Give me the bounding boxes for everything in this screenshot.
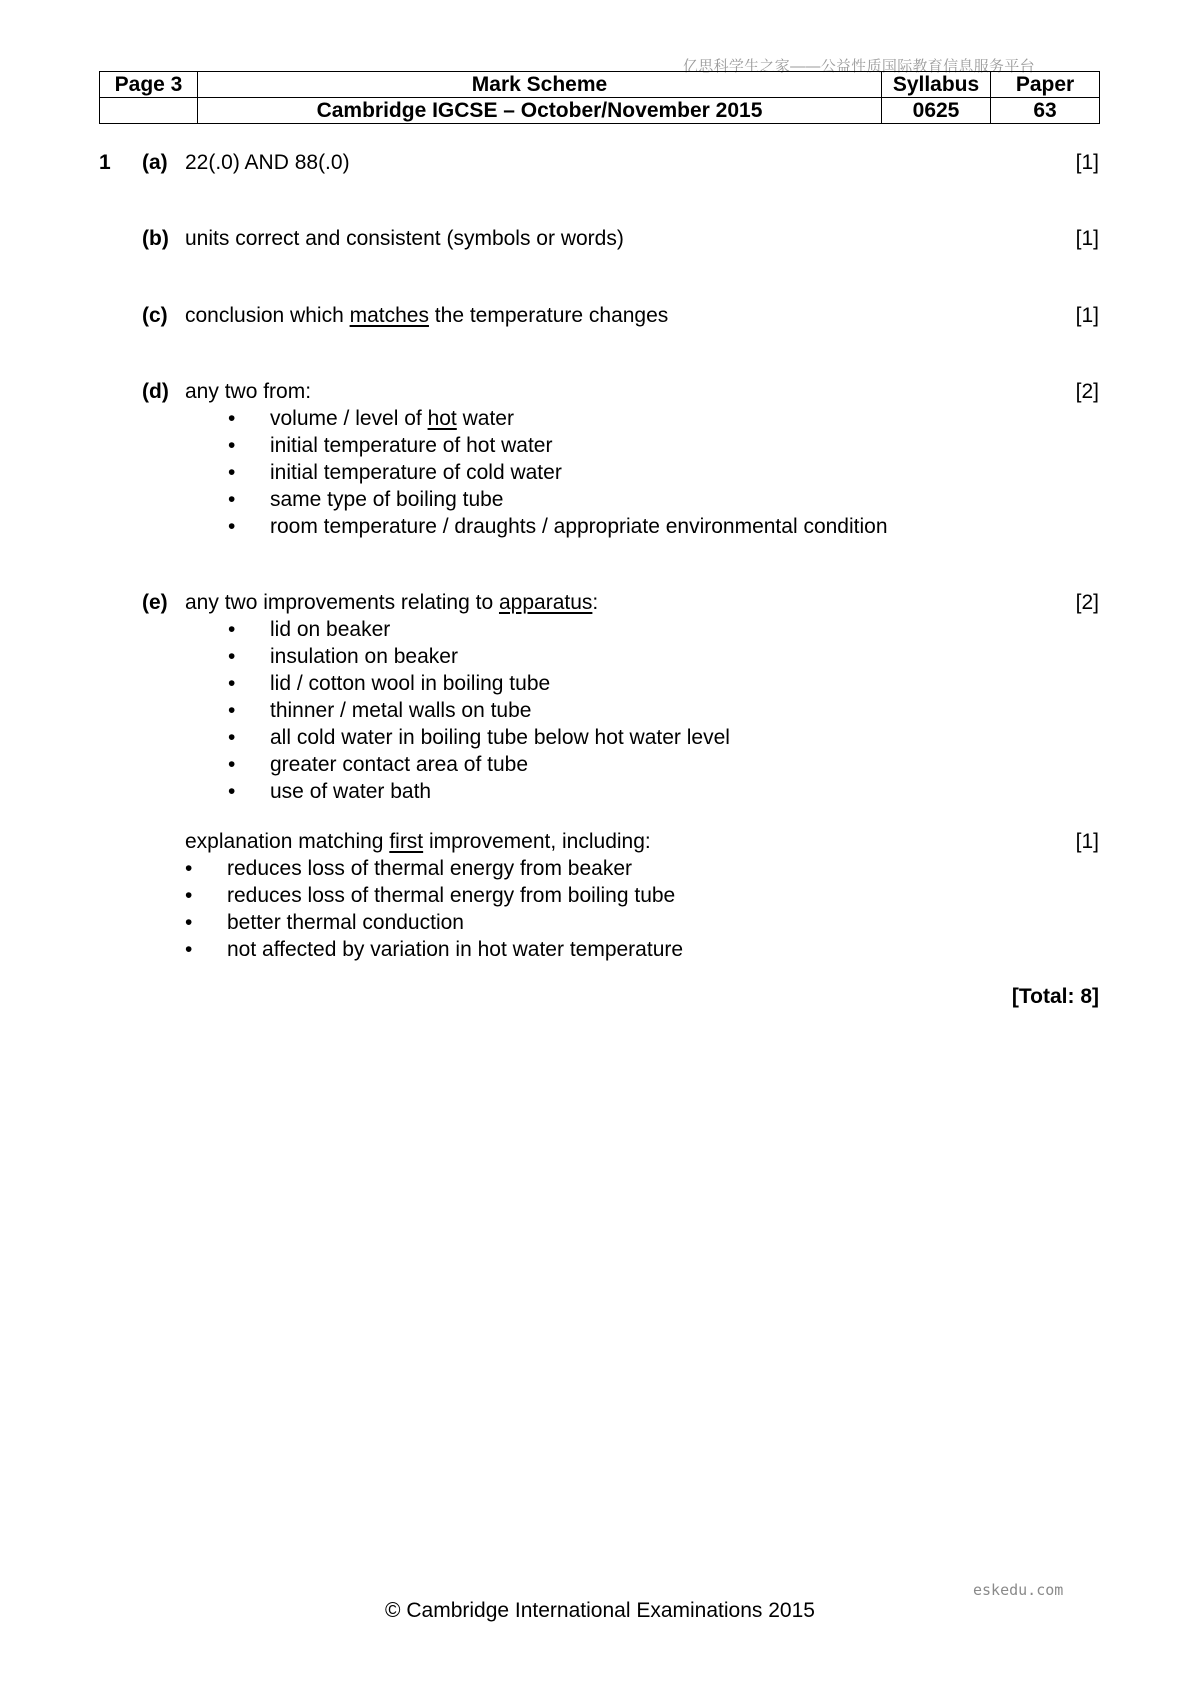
bullet-icon: • — [228, 726, 236, 749]
part-e-intro-after: : — [592, 591, 599, 614]
part-e-intro — [185, 589, 598, 616]
list-item-text: thinner / metal walls on tube — [270, 699, 532, 722]
bullet-icon: • — [228, 645, 236, 668]
list-item-text: use of water bath — [270, 780, 432, 803]
watermark-bottom: eskedu.com — [973, 1581, 1064, 1599]
bullet-icon: • — [228, 434, 236, 457]
document-title: Mark Scheme — [198, 72, 882, 98]
page-number: Page 3 — [100, 72, 198, 98]
total-marks: [Total: 8] — [1011, 985, 1099, 1008]
bullet-icon: • — [228, 515, 236, 538]
part-b-text: units correct and consistent (symbols or words) — [185, 227, 624, 250]
bullet-icon: • — [228, 699, 236, 722]
list-item-text: reduces loss of thermal energy from boiling tube — [227, 884, 676, 907]
explanation-after: improvement, including: — [423, 830, 651, 853]
explanation-underlined-word: first — [389, 830, 424, 853]
question-number: 1 — [99, 151, 111, 174]
list-item-text: not affected by variation in hot water temperature — [227, 938, 684, 961]
part-c-text-before: conclusion which — [185, 304, 350, 327]
header-table — [99, 71, 1100, 124]
list-item-text: room temperature / draughts / appropriate environmental condition — [270, 515, 888, 538]
part-e-label: (e) — [142, 591, 168, 614]
bullet-icon: • — [228, 780, 236, 803]
explanation-intro — [185, 828, 651, 855]
part-b-label: (b) — [142, 227, 169, 250]
bullet-icon: • — [228, 753, 236, 776]
part-e-mark: [2] — [1075, 591, 1099, 614]
list-item-text — [270, 405, 514, 432]
part-a-mark: [1] — [1075, 151, 1099, 174]
part-c-mark: [1] — [1075, 304, 1099, 327]
part-e-underlined-word: apparatus — [498, 591, 593, 614]
part-b-mark: [1] — [1075, 227, 1099, 250]
part-a-label: (a) — [142, 151, 168, 174]
list-item-text: greater contact area of tube — [270, 753, 528, 776]
explanation-before: explanation matching — [185, 830, 390, 853]
list-item-text: better thermal conduction — [227, 911, 464, 934]
bullet-icon: • — [185, 884, 193, 907]
syllabus-label: Syllabus — [882, 72, 991, 98]
syllabus-code: 0625 — [882, 98, 991, 124]
list-item-text: insulation on beaker — [270, 645, 458, 668]
item-underlined-word: hot — [427, 407, 457, 430]
bullet-icon: • — [185, 911, 193, 934]
paper-label: Paper — [991, 72, 1100, 98]
part-c-underlined-word: matches — [349, 304, 429, 327]
list-item-text: reduces loss of thermal energy from beaker — [227, 857, 633, 880]
list-item-text: lid / cotton wool in boiling tube — [270, 672, 551, 695]
footer-copyright: © Cambridge International Examinations 2015 — [385, 1599, 815, 1622]
item-text-before: volume / level of — [270, 407, 428, 430]
list-item-text: all cold water in boiling tube below hot water level — [270, 726, 730, 749]
bullet-icon: • — [228, 488, 236, 511]
bullet-icon: • — [185, 857, 193, 880]
part-e-intro-before: any two improvements relating to — [185, 591, 499, 614]
header-empty-cell — [100, 98, 198, 124]
bullet-icon: • — [228, 618, 236, 641]
bullet-icon: • — [228, 407, 236, 430]
list-item-text: initial temperature of hot water — [270, 434, 553, 457]
list-item-text: initial temperature of cold water — [270, 461, 562, 484]
part-d-mark: [2] — [1075, 380, 1099, 403]
list-item-text: lid on beaker — [270, 618, 391, 641]
part-d-label: (d) — [142, 380, 169, 403]
list-item-text: same type of boiling tube — [270, 488, 504, 511]
part-a-text: 22(.0) AND 88(.0) — [185, 151, 350, 174]
part-d-intro: any two from: — [185, 380, 312, 403]
bullet-icon: • — [228, 461, 236, 484]
bullet-icon: • — [185, 938, 193, 961]
bullet-icon: • — [228, 672, 236, 695]
watermark-top: 亿思科学生之家——公益性质国际教育信息服务平台 — [683, 58, 1035, 75]
part-c-label: (c) — [142, 304, 168, 327]
explanation-mark: [1] — [1075, 830, 1099, 853]
part-c-text — [185, 302, 668, 329]
exam-title: Cambridge IGCSE – October/November 2015 — [198, 98, 882, 124]
paper-code: 63 — [991, 98, 1100, 124]
part-c-text-after: the temperature changes — [428, 304, 669, 327]
item-text-after: water — [456, 407, 514, 430]
